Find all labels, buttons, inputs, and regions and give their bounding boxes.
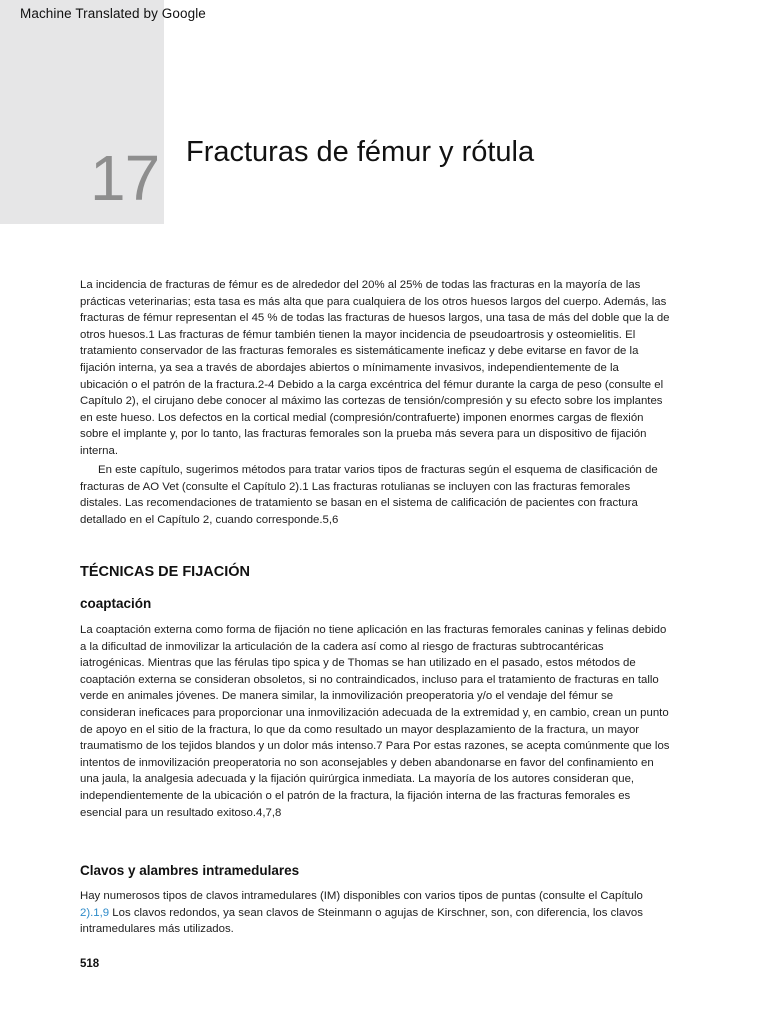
intro-paragraph-1: La incidencia de fracturas de fémur es de alrededor del 20% al 25% de todas las fracturas en la mayoría de las prácticas veterinarias; esta tasa es más alta que para cualquiera de los otros huesos largos del cuerpo. Además, las fracturas de fémur representan el 45 % de todas las fracturas de huesos largos, una tasa de más del doble que la de otros huesos.1 Las fracturas de fémur también tienen la mayor incidencia de pseudoartrosis y osteomielitis. El tratamiento conservador de las fracturas femorales es sistemáticamente ineficaz y debe evitarse en favor de la fijación interna, ya sea a través de abordajes abiertos o mínimamente invasivos, independientemente de la ubicación o el patrón de la fractura.2-4 Debido a la carga excéntrica del fémur durante la carga de peso (consulte el Capítulo 2), el cirujano debe conocer al máximo las cortezas de tensión/compresión y su efecto sobre los implantes en este hueso. Los defectos en la cortical medial (compresión/contrafuerte) imponen enormes cargas de flexión sobre el implante y, por lo tanto, las fracturas femorales son la prueba más severa para un dispositivo de fijación interna. [80, 279, 670, 457]
intramedullary-text-start: Hay numerosos tipos de clavos intramedulares (IM) disponibles con varios tipos de puntas (consulte el Capítulo [80, 890, 643, 902]
chapter-reference-link[interactable]: 2).1,9 [80, 906, 110, 919]
section-heading-fixation-techniques: TÉCNICAS DE FIJACIÓN [80, 564, 250, 580]
page-number: 518 [80, 958, 100, 970]
chapter-title: Fracturas de fémur y rótula [186, 136, 535, 168]
machine-translation-banner: Machine Translated by Google [20, 6, 206, 21]
chapter-number: 17 [90, 142, 160, 214]
subsection-heading-coaptation: coaptación [80, 596, 152, 611]
intro-paragraph-2: En este capítulo, sugerimos métodos para tratar varios tipos de fracturas según el esquema de clasificación de fracturas de AO Vet (consulte el Capítulo 2).1 Las fracturas rotulianas se incluyen con las fracturas femorales distales. Las recomendaciones de tratamiento se basan en el sistema de calificación de pacientes con fractura detallado en el Capítulo 2, cuando corresponde.5,6 [80, 464, 658, 526]
subsection-heading-intramedullary: Clavos y alambres intramedulares [80, 863, 300, 878]
intramedullary-text-end: Los clavos redondos, ya sean clavos de Steinmann o agujas de Kirschner, son, con diferencia, los clavos intramedulares más utilizados. [80, 906, 643, 936]
coaptation-paragraph: La coaptación externa como forma de fijación no tiene aplicación en las fracturas femorales caninas y felinas debido a la dificultad de inmovilizar la articulación de la cadera así como al riesgo de fracturas subtrocantéricas iatrogénicas. Mientras que las férulas tipo spica y de Thomas se han utilizado en el pasado, estos métodos de coaptación externa se consideran obsoletos, si no contraindicados, incluso para el tratamiento de fracturas en tallo verde en animales jóvenes. De manera similar, la inmovilización preoperatoria y/o el vendaje del fémur se consideran ineficaces para proporcionar una inmovilización adecuada de la extremidad y, en cambio, crean un punto de apoyo en el sitio de la fractura, lo que da como resultado un mayor desplazamiento de la fractura, un mayor traumatismo de los tejidos blandos y un dolor más intenso.7 Para Por estas razones, se acepta comúnmente que los intentos de inmovilización preoperatoria no son aconsejables y deben abandonarse en favor del confinamiento en una jaula, la analgesia adecuada y la fijación quirúrgica inmediata. La mayoría de los autores consideran que, independientemente de la ubicación o el patrón de la fractura, la fijación interna de las fracturas femorales es esencial para un resultado exitoso.4,7,8 [80, 624, 670, 819]
intramedullary-paragraph [80, 888, 670, 938]
